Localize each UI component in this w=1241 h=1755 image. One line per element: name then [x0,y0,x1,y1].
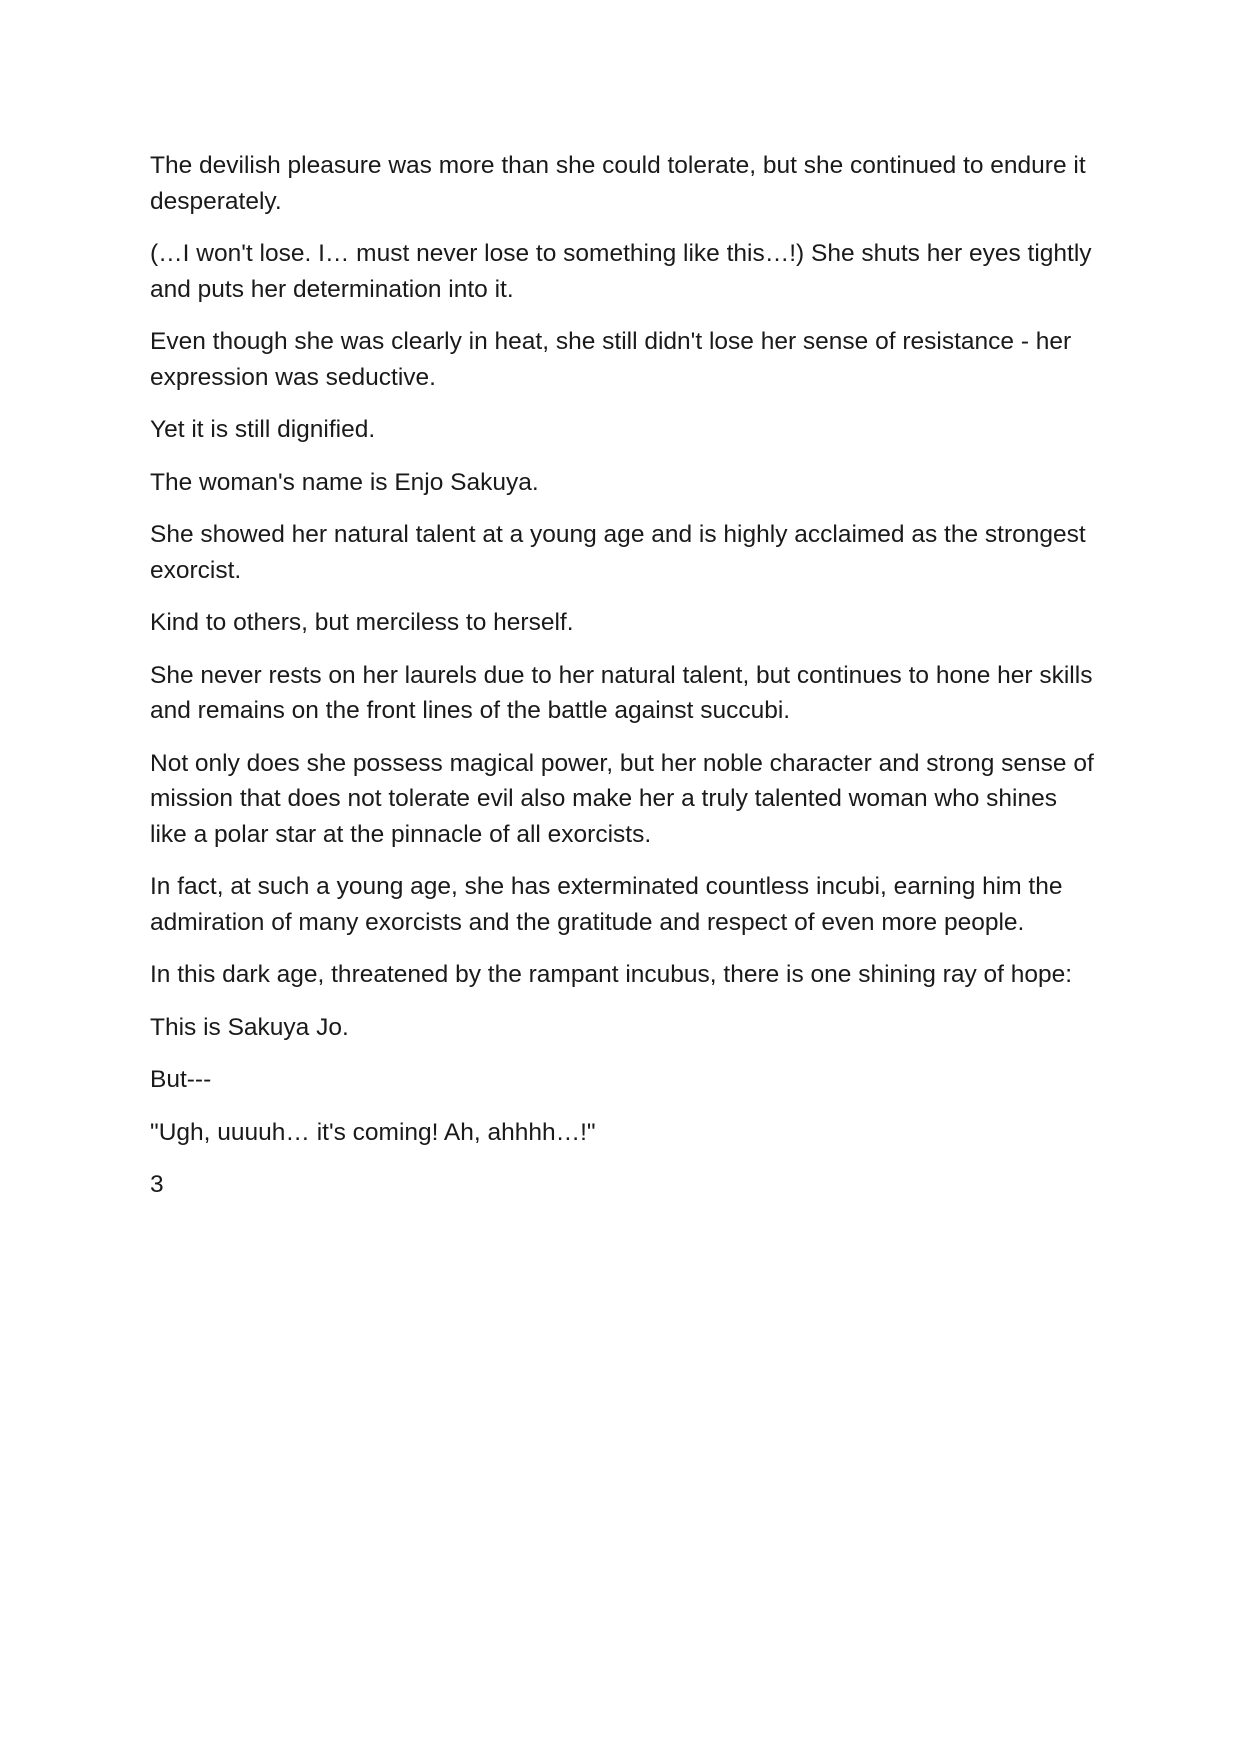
paragraph: Not only does she possess magical power, but her noble character and strong sense of mission that does not tolerate evil also make her a truly talented woman who shines like a polar star at the pinnacle of all exorcists. [150,749,1094,848]
page-number: 3 [150,1171,164,1198]
paragraph: This is Sakuya Jo. [150,1013,349,1041]
paragraph: (…I won't lose. I… must never lose to something like this…!) She shuts her eyes tightly and puts her determination into it. [150,240,1092,303]
paragraph: Even though she was clearly in heat, she still didn't lose her sense of resistance - her expression was seductive. [150,328,1072,391]
document-body [150,148,1095,1220]
paragraph: Kind to others, but merciless to herself. [150,609,574,636]
paragraph: In fact, at such a young age, she has exterminated countless incubi, earning him the admiration of many exorcists and the gratitude and respect of even more people. [150,873,1063,936]
paragraph: She showed her natural talent at a young age and is highly acclaimed as the strongest exorcist. [150,521,1086,584]
paragraph: She never rests on her laurels due to her natural talent, but continues to hone her skills and remains on the front lines of the battle against succubi. [150,661,1093,724]
paragraph: Yet it is still dignified. [150,416,376,443]
paragraph: The devilish pleasure was more than she could tolerate, but she continued to endure it desperately. [150,152,1086,215]
paragraph: But--- [150,1066,212,1093]
paragraph: The woman's name is Enjo Sakuya. [150,468,539,496]
paragraph: In this dark age, threatened by the rampant incubus, there is one shining ray of hope: [150,961,1073,988]
paragraph: "Ugh, uuuuh… it's coming! Ah, ahhhh…!" [150,1118,596,1146]
